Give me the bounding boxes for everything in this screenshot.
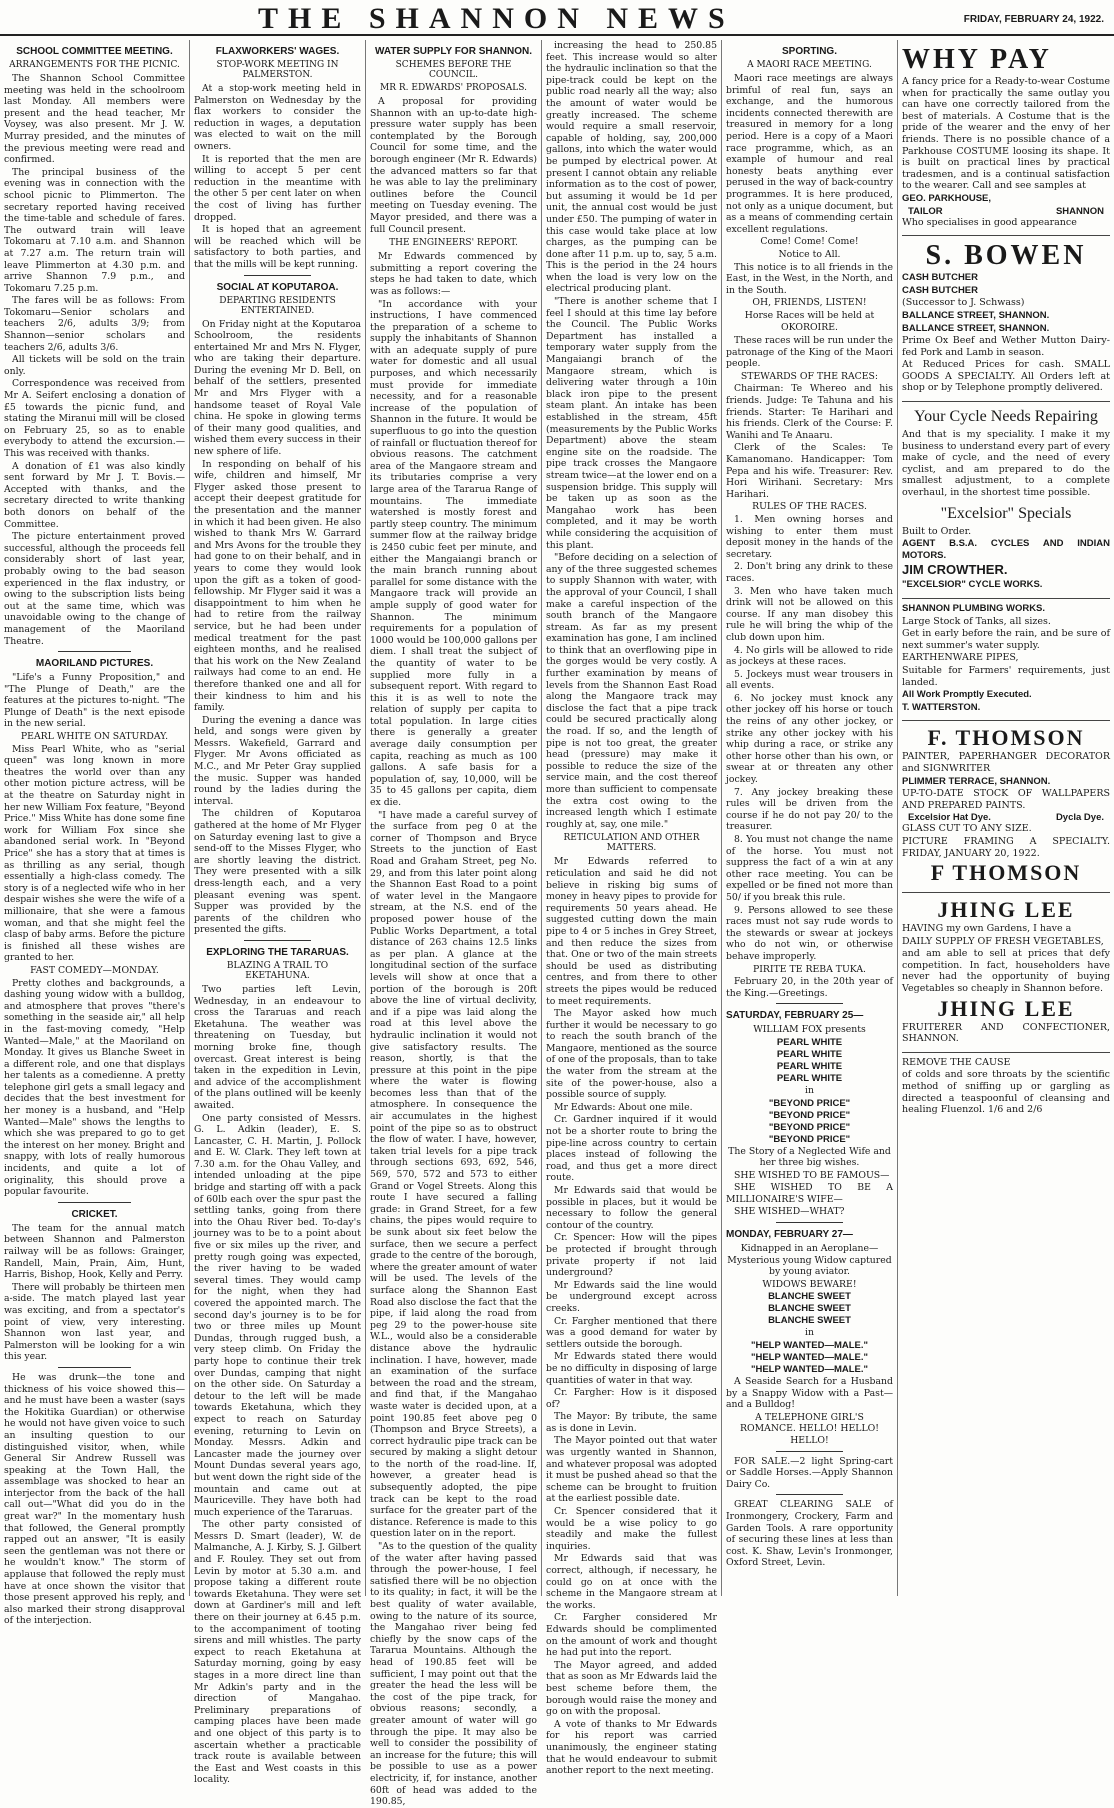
program-line: RULES OF THE RACES. [752, 501, 867, 513]
rule-item: 6. No jockey must knock any other jockey off his horse or touch the reins of any other jockey, or strike any other jockey with his whip during a race, or strike any other horse other than his own, or swear at or threaten any other jockey. [726, 692, 893, 786]
film-title: "BEYOND PRICE" [768, 1121, 851, 1133]
divider [776, 1451, 843, 1452]
ad-line: and am able to sell at prices that defy competition. In fact, householders have never had the opportunity of buying Vegetables so cheaply in Shannon before. [902, 948, 1110, 995]
article-paragraph: The Shannon School Committee meeting was held in the schoolroom last Monday. All members were present and the head teacher, Mr Voysey, was also present. Mr J. W. Murray presided, and the minutes of the previous meeting were read and confirmed. [4, 73, 185, 166]
article-paragraph: Mr Edwards said that was correct, although, if necessary, he could go on at once with the scheme in the Mangaore stream at the works. [546, 1553, 717, 1611]
article-paragraph: The team for the annual match between Shannon and Palmerston railway will be as follows: Grainger, Randell, Main, Prain, Aim, Hunt, Harris, Bishop, Hook, Kelly and Perry. [4, 1222, 185, 1281]
film-star: PEARL WHITE [776, 1072, 843, 1084]
headline-school-committee: SCHOOL COMMITTEE MEETING. [16, 46, 173, 57]
column-2 [190, 40, 366, 1786]
divider [244, 940, 311, 941]
headline-maoriland-pictures: MAORILAND PICTURES. [35, 658, 154, 670]
article-paragraph: increasing the head to 250.85 feet. This increase would so alter the hydraulic inclination so that the pipe-track could be kept on the public road nearly all the way; also the amount of water would be greatly increased. The scheme would require a small reservoir, capable of holding, say, 200,000 gallons, into which the water would be pumped by electrical power. At present I cannot obtain any reliable information as to the cost of power, but assuming it would be 1d per unit, the annual cost would be just under £50. The pumping of water in this case would take place at low charges, as the pumping can be done after 11 p.m. up to, say, 5 a.m. This is the period in the 24 hours when the load is very low on the electrical producing plant. [546, 40, 717, 295]
headline-water-supply: WATER SUPPLY FOR SHANNON. [374, 46, 533, 57]
ad-line: EARTHENWARE PIPES, [902, 652, 1019, 664]
column-3 [366, 40, 542, 1808]
article-paragraph: Pretty clothes and backgrounds, a dashing young widow with a bulldog, and atmosphere that proves "there's something in the seaside air," all help in the fast-moving comedy, "Help Wanted—Male," at the Maoriland on Monday. It gives us Blanche Sweet in a different role, and one that displays her talents as a comedienne. A pretty telephone girl gets a small legacy and decides that the best investment for her money is a husband, and "Help Wanted—Male" shows the lengths to which she was prepared to go to get the interest on her money. Bright and snappy, with lots of really humorous incidents, and quite a lot of originality, this should prove a popular favourite. [4, 977, 185, 1198]
film-in: in [805, 1084, 814, 1096]
subhead-pearl-white: PEARL WHITE ON SATURDAY. [20, 731, 169, 743]
film-star: BLANCHE SWEET [768, 1291, 851, 1303]
article-paragraph: A vote of thanks to Mr Edwards for his report was carried unanimously, the engineer stating that he would endeavour to submit another report to the next meeting. [546, 1718, 717, 1777]
article-paragraph: Mr Edwards stated there would be no difficulty in disposing of large quantities of water in that way. [546, 1351, 717, 1386]
subhead-fast-comedy: FAST COMEDY—MONDAY. [30, 964, 159, 976]
article-paragraph: Mr Edwards said that would be possible in places, but it would be necessary to follow the general contour of the country. [546, 1185, 717, 1231]
film-star: PEARL WHITE [776, 1036, 843, 1048]
subhead-maori-race: A MAORI RACE MEETING. [747, 60, 872, 70]
film-title: "HELP WANTED—MALE." [750, 1364, 869, 1376]
article-paragraph: Cr. Fargher considered Mr Edwards should be complimented on the amount of work and thought he had put into the report. [546, 1612, 717, 1659]
article-paragraph: Clerk of the Scales: Te Kamanomano. Handicapper: Tom Pepa and his wife. Treasurer: Rev. Hori Wirihani. Secretary: Mrs Harihari. [726, 442, 893, 500]
ad-headline: REMOVE THE CAUSE [902, 1056, 1011, 1068]
article-paragraph: Mr Edwards said the line would be underground except across creeks. [546, 1279, 717, 1314]
masthead [0, 0, 1114, 36]
program-line: OH, FRIENDS, LISTEN! [752, 297, 867, 309]
ad-headline: "Excelsior" Specials [940, 504, 1072, 522]
ad-parkhouse [902, 44, 1110, 236]
article-paragraph: He was drunk—the tone and thickness of his voice showed this—and he must have been a waster (says the Hokitika Guardian) or otherwise he would not have given voice to such an insulting question to our distinguished visitor, when, while General Sir Andrew Russell was speaking at the Town Hall, the assemblage was shocked to hear an interjector from the back of the hall call out—"What did you do in the great war?" In the momentary hush that followed, the General promptly rapped out an answer, "It is easily seen the gentleman was not there or he wouldn't know." The storm of applause that followed the reply must have at once shown the visitor that those present approved his reply, and also marked their strong disapproval of the interjection. [4, 1371, 185, 1627]
article-paragraph: Correspondence was received from Mr A. Seifert enclosing a donation of £5 towards the picnic fund, and stating the Miranui mill will be closed on February 25, so as to enable everybody to attend the excursion.—This was received with thanks. [4, 378, 185, 459]
article-paragraph: The principal business of the evening was in connection with the school picnic to Plimmerton. The secretary reported having received the time-table and schedule of fares. The outward train will leave Tokomaru at 7.10 a.m. and Shannon at 7.27 a.m. The return train will leave Plimmerton at 4.30 p.m. and arrive Shannon 7.9 p.m., and Tokomaru 7.25 p.m. [4, 166, 185, 294]
article-paragraph: "Life's a Funny Proposition," and "The Plunge of Death," are the features at the pictures to-night. "The Plunge of Death" is the next episode in the new serial. [4, 672, 185, 730]
ad-line: At Reduced Prices for cash. SMALL GOODS A SPECIALTY. All Orders left at shop or by Telephone promptly delivered. [902, 359, 1110, 394]
ad-footer-row [902, 812, 1110, 823]
article-paragraph: Cr. Fargher mentioned that there was a good demand for water by settlers outside the borough. [546, 1315, 717, 1350]
article-paragraph: A proposal for providing Shannon with an up-to-date high-pressure water supply has been contemplated by the Borough Council for some time, and the borough engineer (Mr R. Edwards) the advanced matters so far that he was able to lay the preliminary outlines before the Council meeting on Tuesday evening. The Mayor presided, and there was a full Council present. [370, 96, 537, 235]
film-title: "HELP WANTED—MALE." [750, 1352, 869, 1364]
article-paragraph: The other party consisted of Messrs D. Smart (leader), W. de Malmanche, A. J. Kirby, S. J. Gilbert and F. Rouley. They set out from Levin by motor at 5.30 a.m. and propose taking a different route towards Eketahuna. They were set down at Gardiner's mill and left there on their journey at 6.45 p.m. to the accompaniment of tooting sirens and mill whistles. The party expect to reach Eketahuna at Saturday morning, going by easy stages in a more direct line than Mr Adkin's party and in the direction of Mangahao. Preliminary preparations of camping places have been made and one object of this party is to ascertain whether a practicable track route is available between the East and West coasts in this locality. [194, 1519, 361, 1786]
rule-item: 7. Any jockey breaking these rules will be driven from the course if he do not pay 20/ to the treasurer. [726, 786, 893, 833]
rule-item: 1. Men owning horses and wishing to enter them must deposit money in the hands of the secretary. [726, 513, 893, 560]
program-line: Notice to All. [778, 248, 841, 260]
article-paragraph: All tickets will be sold on the train only. [4, 354, 185, 377]
subhead-engineers-report: THE ENGINEERS' REPORT. [389, 238, 518, 249]
article-paragraph: A donation of £1 was also kindly sent forward by Mr J. T. Bovis.—Accepted with thanks, and the secretary directed to write thanking both donors on behalf of the Committee. [4, 460, 185, 530]
article-paragraph: It is hoped that an agreement will be reached which will be satisfactory to both parties, and that the mills will be kept running. [194, 224, 361, 270]
headline-exploring-tararuas: EXPLORING THE TARARUAS. [206, 946, 349, 958]
ad-product: Excelsior Hat Dye. [908, 812, 991, 824]
subhead-blazing-trail: BLAZING A TRAIL TO EKETAHUNA. [226, 960, 329, 981]
ad-headline: F. THOMSON [927, 725, 1085, 751]
article-paragraph: Cr. Fargher: How is it disposed of? [546, 1387, 717, 1410]
ad-advertiser: GEO. PARKHOUSE, [902, 192, 992, 204]
ad-line: BALLANCE STREET, SHANNON. [902, 309, 1050, 321]
ad-line: All Work Promptly Executed. [902, 689, 1032, 701]
ad-body: HAVING my own Gardens, I have a [902, 923, 1072, 935]
subhead-edwards-proposals: MR R. EDWARDS' PROPOSALS. [380, 83, 527, 93]
ad-headline: JHING LEE [937, 897, 1075, 923]
article-paragraph: "There is another scheme that I feel I should at this time lay before the Council. The Public Works Department has installed a temporary water supply from the Mangaiangi branch of the Mangaore stream, which is delivering water through a 10in black iron pipe to the present steam plant. An intake has been established in the stream, 45ft (measurements by the Public Works Department) above the steam engine site on the roadside. The pipe track crosses the Mangaore stream twice—at the lower end on a suspension bridge. This supply will be taken up as soon as the Mangahao work has been completed, and it may be worth while considering the acquisition of this plant. [546, 296, 717, 551]
article-paragraph: February 20, in the 20th year of the King.—Greetings. [726, 976, 893, 999]
ad-headline: F THOMSON [930, 860, 1082, 886]
column-1 [0, 40, 190, 1627]
headline-saturday: SATURDAY, FEBRUARY 25— [726, 1010, 864, 1022]
film-star: BLANCHE SWEET [768, 1303, 851, 1315]
article-paragraph: The fares will be as follows: From Tokomaru—Senior scholars and teachers 2/6, adults 3/9; from Shannon—senior scholars and teachers 2/6, adults 3/6. [4, 295, 185, 353]
ad-headline: S. BOWEN [925, 240, 1087, 272]
divider [58, 651, 130, 652]
ad-line: PICTURE FRAMING A SPECIALTY. FRIDAY, JANUARY 20, 1922. [902, 835, 1110, 859]
film-tagline: A TELEPHONE GIRL'S ROMANCE. HELLO! HELLO! HELLO! [740, 1411, 879, 1446]
divider [776, 1003, 843, 1004]
article-paragraph: At a stop-work meeting held in Palmerston on Wednesday by the flax workers to consider the reduction in wages, a deputation was elected to wait on the mill owners. [194, 83, 361, 152]
ad-watterston [902, 603, 1110, 721]
classified-clearing-sale: GREAT CLEARING SALE of Ironmongery, Crockery, Farm and Garden Tools. A rare opportunity of securing these lines at less than cost. K. Shaw, Levin's Ironmonger, Oxford Street, Levin. [726, 1499, 893, 1569]
classified-for-sale: FOR SALE.—2 light Spring-cart or Saddle Horses.—Apply Shannon Dairy Co. [726, 1455, 893, 1490]
headline-social-koputaroa: SOCIAL AT KOPUTAROA. [216, 281, 339, 293]
rule-item: 4. No girls will be allowed to ride as jockeys at these races. [726, 644, 893, 668]
divider [58, 1202, 130, 1203]
column-5 [722, 40, 898, 1596]
article-paragraph: Cr. Spencer: How will the pipes be protected if brought through private property if not laid underground? [546, 1232, 717, 1279]
film-presenter: WILLIAM FOX presents [753, 1024, 866, 1036]
ad-line: UP-TO-DATE STOCK OF WALLPAPERS AND PREPARED PAINTS. [902, 788, 1110, 811]
article-paragraph: In responding on behalf of his wife, children and himself, Mr Flyger asked those present to accept their deepest gratitude for the presentation and the manner in which it had been given. He also wished to thank Mrs W. Garrard and Mrs Avons for the trouble they had gone to on their behalf, and in years to come they would look upon the gift as a token of good-fellowship. Mr Flyger said it was a disappointment to him when he had to retire from the railway service, but he had been under medical treatment for the past eighteen months, and he realised that his work on the New Zealand railways had come to an end. He therefore thanked one and all for their kindness to him and his family. [194, 458, 361, 714]
film-tagline: WIDOWS BEWARE! [762, 1278, 857, 1290]
ad-product: Dycla Dye. [1055, 812, 1104, 824]
ad-line: AGENT B.S.A. CYCLES AND INDIAN MOTORS. [902, 538, 1110, 561]
ad-thomson [902, 725, 1110, 893]
headline-flaxworkers-wages: FLAXWORKERS' WAGES. [215, 46, 340, 57]
ad-headline: WHY PAY [902, 44, 1052, 75]
article-paragraph: One party consisted of Messrs. G. L. Adkin (leader), E. S. Lancaster, C. H. Martin, J. Pollock and E. W. Clark. They left town at 7.30 a.m. for the Ohau Valley, and intended unloading at the pipe bridge and starting off with a pack of 60lb each over the spur past the settling tanks, going from there into the Ohau River bed. To-day's journey was to be to a point about five or six miles up the river, and pretty rough going was expected, the river having to be waded several times. They would camp for the night, when they had covered the appointed march. The second day's journey is to be for two or three miles up Mount Dundas, through rugged bush, a very steep climb. On Friday the party hope to continue their trek over Dundas, camping that night on the other side. On Saturday a detour to the left will be made towards Eketahuna, which they expect to reach on Saturday evening, returning to Levin on Monday. Messrs. Adkin and Lancaster made the journey over Mount Dundas several years ago, but went down the right side of the mountain and came out at Mauriceville. They have both had much experience of the Tararuas. [194, 1112, 361, 1518]
divider [776, 1222, 843, 1223]
ad-line: FRUITERER AND CONFECTIONER, SHANNON. [902, 1021, 1110, 1045]
ad-line: Prime Ox Beef and Wether Mutton Dairy-fed Pork and Lamb in season. [902, 335, 1110, 358]
subhead-schemes: SCHEMES BEFORE THE COUNCIL. [395, 60, 512, 80]
article-paragraph: This notice is to all friends in the East, in the West, in the North, and in the South. [726, 261, 893, 296]
column-4 [542, 40, 722, 1777]
article-paragraph: Maori race meetings are always brimful of real fun, says an exchange, and the humorous incidents connected therewith are treasured in memory for a long period. Here is a copy of a Maori race programme, which, as an example of humour and real honesty beats anything ever perused in the way of back-country programmes. It is here produced, not only as a unique document, but as a means of commending certain excellent regulations. [726, 73, 893, 235]
article-paragraph: On Friday night at the Koputaroa Schoolroom, the residents entertained Mr and Mrs N. Flyger, who are taking their departure. During the evening Mr D. Bell, on behalf of the settlers, presented Mr and Mrs Flyger with a handsome teaset of Royal Vale china. He spoke in glowing terms of their many good qualities, and wished them every success in their new sphere of life. [194, 318, 361, 458]
ad-jhing-lee [902, 897, 1110, 1053]
ad-line: (Successor to J. Schwass) [902, 297, 1025, 309]
article-paragraph: It is reported that the men are willing to accept 5 per cent reduction in the meantime with the other 5 per cent later on when the cost of living has further dropped. [194, 153, 361, 223]
article-paragraph: "In accordance with your instructions, I have commenced the preparation of a scheme to supply the inhabitants of Shannon with an adequate supply of pure water for domestic and all usual purposes, and which necessarily must provide for immediate necessity, and for a reasonable increase of the population of Shannon in the future. It would be superfluous to go into the question of rainfall or fluctuation thereof for obvious reasons. The catchment area of the Mangaore stream and its tributaries comprise a very large area of the Tararua Range of mountains. The immediate watershed is mostly forest and partly steep country. The minimum summer flow at the railway bridge is 2450 cubic feet per minute, and either the Mangaiangi branch or the main branch running about parallel for some distance with the Mangaore track will provide an ample supply of good water for Shannon. The minimum requirements for a population of 1000 would be 100,000 gallons per diem. I shall treat the subject of the quantity of water to be supplied more fully in a subsequent report. With regard to this it is as well to note the relation of supply per capita to total population. In large cities there is generally a greater average daily consumption per capita, reaching as much as 100 gallons. A safe basis for a population of, say, 10,000, will be 35 to 45 gallons per capita, diem ex die. [370, 298, 537, 809]
film-wish: SHE WISHED TO BE FAMOUS— [734, 1169, 890, 1181]
article-paragraph: The picture entertainment proved successful, although the proceeds fell considerably short of last year, probably owing to the bad season experienced in the flax industry, or owing to the subscription lists being out at the same time, which was unavoidable owing to the change of management of the Maoriland Theatre. [4, 531, 185, 647]
headline-monday: MONDAY, FEBRUARY 27— [726, 1229, 853, 1241]
ad-line: PLIMMER TERRACE, SHANNON. [902, 775, 1051, 787]
article-paragraph: The Mayor asked how much further it would be necessary to go to reach the south branch of the Mangaore, mentioned as the source of one of the proposals, than to take the water from the stream at the site of the power-house, also a possible source of supply. [546, 1008, 717, 1101]
ad-line: Large Stock of Tanks, all sizes. [902, 615, 1051, 627]
rule-item: 5. Jockeys must wear trousers in all events. [726, 668, 893, 692]
article-paragraph: Cr. Gardner inquired if it would not be a shorter route to bring the pipe-line across country to certain places instead of following the road, and thus get a more direct route. [546, 1114, 717, 1184]
article-paragraph: There will probably be thirteen men a-side. The match played last year was exciting, and from a spectator's point of view, very interesting. Shannon won last year, and Palmerston will be looking for a win this year. [4, 1281, 185, 1363]
ad-headline: Your Cycle Needs Repairing [914, 408, 1098, 426]
ad-bowen [902, 240, 1110, 402]
article-paragraph: "I have made a careful survey of the surface from peg 0 at the corner of Thompson and Bryce Streets to the junction of East Road and Graham Street, peg No. 29, and from this later point along the Shannon East Road to a point of water level in the Mangaore stream, at the N.S. end of the proposed power house of the Public Works Department, a total distance of 263 chains 12.5 links as per plan. A glance at the longitudinal section of the surface levels will show at once that a portion of the borough is 20ft above the line of virtual declivity, and if a pipe was laid along the road at this level above the hydraulic inclination it would not give satisfactory results. The reason, shortly, is that the pressure at this point in the pipe where the water is flowing becomes less than that of the atmosphere. In consequence the air accumulates in the highest point of the pipe so as to obstruct the flow of water. I have, however, taken trial levels for a pipe track through sections 693, 692, 546, 569, 570, 572 and 573 to either Grand or Vogel Streets. Along this route I have secured a falling grade: in Grand Street, for a few chains, the pipes would require to be sunk about six feet below the surface, then we secure a perfect grade to the centre of the borough, where the greater amount of water will be used. The levels of the surface along the Shannon East Road also disclose the fact that the pipe, if laid along the road from peg 29 to the power-house site W.L., would also be a considerable distance above the hydraulic inclination. I have, however, made an examination of the surface between the road and the stream, and find that, if the Mangahao waste water is decided upon, at a point 190.85 feet above peg 0 (Thompson and Bryce Streets), a correct hydraulic pipe track can be secured by making a slight detour to the north of the road-line. If, however, a greater head is subsequently adopted, the pipe track can be kept to the road surface for the greater part of the distance. Reference is made to this question later on in the report. [370, 809, 537, 1540]
ad-line: DAILY SUPPLY OF FRESH VEGETABLES, [902, 935, 1104, 947]
ad-line: CASH BUTCHER [902, 272, 978, 284]
film-blurb: Kidnapped in an Aeroplane—Mysterious young Widow captured by young aviator. [727, 1243, 892, 1278]
program-line: OKOROIRE. [781, 322, 838, 334]
article-paragraph: Chairman: Te Whereo and his friends. Judge: Te Tahuna and his friends. Starter: Te Harihari and his friends. Clerk of the Course: F. Wanihi and Te Anaaru. [726, 383, 893, 441]
article-paragraph: These races will be run under the patronage of the King of the Maori people. [726, 335, 894, 370]
film-title: "HELP WANTED—MALE." [750, 1340, 869, 1352]
ad-advertiser: T. WATTERSTON. [902, 701, 981, 713]
ad-line: BALLANCE STREET, SHANNON. [902, 322, 1050, 334]
ad-advertiser: JIM CROWTHER. [902, 562, 1008, 578]
issue-date: FRIDAY, FEBRUARY 24, 1922. [963, 14, 1104, 25]
subhead-reticulation: RETICULATION AND OTHER MATTERS. [563, 833, 700, 854]
subhead-picnic: ARRANGEMENTS FOR THE PICNIC. [9, 60, 180, 70]
ad-footer-row [902, 206, 1110, 217]
article-paragraph: Mr Edwards referred to reticulation and said he did not believe in risking big sums of money in heavy pipes to provide for requirements 50 years ahead. He suggested cutting down the main pipe to 4 or 5 inches in Grey Street, and then reduce the sizes from that. One or two of the main streets should be used as distributing centres, and from there to other streets the pipes would be reduced to meet requirements. [546, 856, 717, 1007]
rule-item: 2. Don't bring any drink to these races. [726, 561, 893, 584]
article-paragraph: The Mayor pointed out that water was urgently wanted in Shannon, and whatever proposal was adopted it must be pushed ahead so that the scheme can be brought to fruition at the earliest possible date. [546, 1435, 717, 1505]
ad-line: PAINTER, PAPERHANGER DECORATOR and SIGNWRITER [902, 751, 1110, 774]
film-title: "BEYOND PRICE" [768, 1133, 851, 1145]
article-paragraph: The children of Koputaroa gathered at the home of Mr Flyger on Saturday evening last to give a send-off to the Misses Flyger, who are shortly leaving the district. They were presented with a silk dress-length each, and a very pleasant evening was spent. Supper was provided by the parents of the children who presented the gifts. [194, 808, 361, 936]
ad-line: Built to Order. [902, 525, 972, 537]
film-in: in [805, 1327, 814, 1339]
ad-crowther [902, 408, 1110, 599]
ad-line: GLASS CUT TO ANY SIZE. [902, 823, 1032, 835]
article-paragraph: The Mayor agreed, and added that as soon as Mr Edwards laid the best scheme before them, the borough would raise the money and go on with the proposal. [546, 1659, 717, 1718]
program-line: Come! Come! Come! [760, 236, 859, 248]
article-paragraph: Cr. Spencer considered that it would be a wise policy to go steadily and make the fullest inquiries. [546, 1506, 717, 1552]
headline-sporting: SPORTING. [781, 46, 837, 57]
article-paragraph: Miss Pearl White, who as "serial queen" was long known in more theatres the world over than any other motion picture actress, will be at the theatre on Saturday night in her new William Fox feature, "Beyond Price." Miss White has done some fine work for William Fox since she abandoned serial work. In "Beyond Price" she has a story that at times is as thrilling as any serial, though essentially a high-class comedy. The story is of a neglected wife who in her despair wishes she were the wife of a millionaire, that she were a famous woman, and that she might feel the clasp of baby arms. Before the picture is finished all these wishes are granted to her. [4, 743, 185, 964]
film-wish: SHE WISHED—WHAT? [734, 1206, 845, 1218]
ad-headline: SHANNON PLUMBING WORKS. [902, 603, 1046, 614]
film-blurb: A Seaside Search for a Husband by a Snappy Widow with a Past—and a Bulldog! [726, 1376, 893, 1411]
divider [58, 1367, 130, 1368]
divider [244, 275, 311, 276]
ad-line: Suitable for Farmers' requirements, just landed. [902, 664, 1110, 688]
rule-item: 8. You must not change the name of the horse. You must not suppress the fact of a win at any other race meeting. You can be expelled or be fined not more than 50/ if you break this rule. [726, 834, 893, 903]
article-paragraph: The Mayor: By tribute, the same as is done in Levin. [546, 1411, 717, 1434]
newspaper-title: THE SHANNON NEWS [258, 2, 735, 35]
subhead-stop-work: STOP-WORK MEETING IN PALMERSTON. [216, 60, 339, 80]
film-title: "BEYOND PRICE" [768, 1097, 851, 1109]
ad-body: A fancy price for a Ready-to-wear Costume when for practically the same outlay you can have one correctly tailored from the best of materials. A Costume that is the pride of the wearer and the envy of her friends. There is no possible chance of a Parkhouse COSTUME loosing its shape. It is built on practical lines by practical tradesmen, and is a continual satisfaction to the wearer. Call and see samples at [902, 76, 1110, 192]
film-star: PEARL WHITE [776, 1048, 843, 1060]
rule-item: 9. Persons allowed to see these races must not say rude words to the stewards or swear at jockeys who do not win, or otherwise behave improperly. [726, 904, 893, 962]
article-paragraph: "As to the question of the quality of the water after having passed through the power-house, I feel satisfied there will be no objection to its quality; in fact, it will be the best quality of water available, owing to the nature of its source, the Mangahao river being fed chiefly by the snow caps of the Tararua Mountains. Although the head of 190.85 feet will be sufficient, I may point out that the greater the head the less will be the cost of the pipe track, for obvious reasons; secondly, a greater amount of water will go through the pipe. It may also be well to consider the possibility of an increase for the future; this will be possible to use as a power electricity, if, for instance, another 60ft of head was added to the 190.85, [370, 1541, 537, 1808]
ad-line: "EXCELSIOR" CYCLE WORKS. [902, 579, 1043, 591]
ad-line: CASH BUTCHER [902, 284, 978, 296]
film-star: PEARL WHITE [776, 1060, 843, 1072]
headline-cricket: CRICKET. [71, 1208, 118, 1220]
ad-headline: JHING LEE [937, 995, 1075, 1021]
film-star: BLANCHE SWEET [768, 1315, 851, 1327]
article-paragraph: Mr Edwards commenced by submitting a report covering the steps he had taken to date, which was as follows:— [370, 251, 537, 297]
article-paragraph: During the evening a dance was held, and songs were given by Messrs. Wakefield, Garrard and Flyger. Mr Avons officiated as M.C., and Mr Peter Gray supplied the music. Supper was handed round by the ladies during the interval. [194, 714, 361, 807]
program-line: PIRITE TE REBA TUKA. [752, 963, 867, 975]
film-title: "BEYOND PRICE" [768, 1109, 851, 1121]
rule-item: 3. Men who have taken much drink will not be allowed on this course. If any man disobey this rule he will bring the whip of the club down upon him. [726, 585, 893, 643]
ad-body: of colds and sore throats by the scientific method of sniffing up or gargling as directed a teaspoonful of cleansing and healing Fluenzol. 1/6 and 2/6 [902, 1069, 1110, 1116]
ad-tagline: Who specialises in good appearance [902, 216, 1077, 228]
ad-town: SHANNON [1055, 205, 1104, 217]
film-wish: SHE WISHED TO BE A MILLIONAIRE'S WIFE— [726, 1182, 893, 1205]
program-line: STEWARDS OF THE RACES: [740, 370, 879, 382]
article-paragraph: Mr Edwards: About one mile. [554, 1101, 693, 1113]
column-6-ads [898, 40, 1114, 1596]
ad-line: Get in early before the rain, and be sure of next summer's water supply. [902, 628, 1110, 651]
divider [776, 1494, 843, 1495]
article-paragraph: Two parties left Levin, Wednesday, in an endeavour to cross the Tararuas and reach Eketahuna. The weather was threatening on Tuesday, but morning broke fine, though overcast. Great interest is being taken in the expedition in Levin, and advice of the accomplishment of the plans outlined will be keenly awaited. [194, 983, 361, 1111]
subhead-departing-residents: DEPARTING RESIDENTS ENTERTAINED. [219, 295, 336, 316]
program-line: Horse Races will be held at [744, 309, 875, 321]
article-paragraph: "Before deciding on a selection of any of the three suggested schemes to supply Shannon with water, with the approval of your Council, I shall make a careful inspection of the south branch of the Mangaore stream. As far as my present examination has gone, I am inclined to think that an overflowing pipe in the gorges would be very costly. A further examination by means of levels from the Shannon East Road along the Mangaore track may disclose the fact that a pipe track could be secured practically along the road. If so, and the length of pipe is not too great, the greater head (pressure) may make it possible to reduce the size of the service main, and the cost thereof more than sufficient to compensate the extra cost owing to the increased length which I estimate roughly at, say, one mile." [546, 552, 717, 830]
ad-trade: TAILOR [908, 205, 943, 217]
ad-body: And that is my speciality. I make it my business to understand every part of every make of cycle, and the need of every cyclist, and am prepared to do the smallest adjustment, to a complete overhaul, in the shortest time possible. [902, 429, 1110, 499]
ad-fluenzol [902, 1057, 1110, 1123]
film-blurb: The Story of a Neglected Wife and her three big wishes. [728, 1145, 891, 1169]
